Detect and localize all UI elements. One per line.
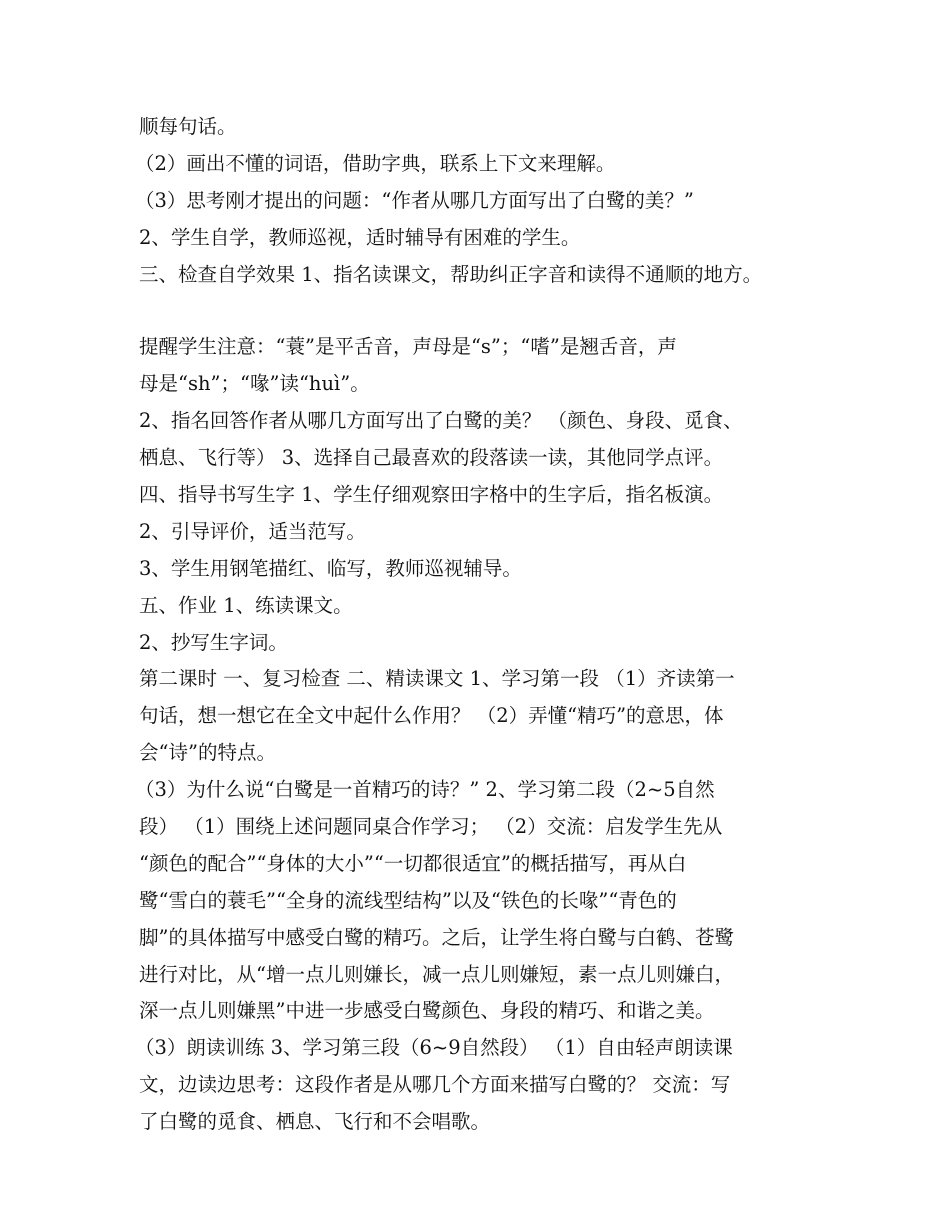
- text-line: 第二课时 一、复习检查 二、精读课文 1、学习第一段 （1）齐读第一: [139, 667, 735, 691]
- text-line: 2、引导评价，适当范写。: [139, 519, 366, 543]
- text-line: 进行对比，从“增一点儿则嫌长，减一点儿则嫌短，素一点儿则嫌白，: [139, 962, 734, 986]
- text-line: 深一点儿则嫌黑”中进一步感受白鹭颜色、身段的精巧、和谐之美。: [139, 999, 715, 1023]
- text-line: 三、检查自学效果 1、指名读课文，帮助纠正字音和读得不通顺的地方。: [139, 262, 763, 286]
- text-line: 栖息、飞行等） 3、选择自己最喜欢的段落读一读，其他同学点评。: [139, 446, 724, 470]
- document-text: [135, 109, 839, 1141]
- text-line: 句话，想一想它在全文中起什么作用？ （2）弄懂“精巧”的意思，体: [139, 704, 724, 728]
- text-line: 会“诗”的特点。: [139, 741, 276, 765]
- text-line: 母是“sh”；“喙”读“huì”。: [139, 372, 370, 396]
- text-line: 脚”的具体描写中感受白鹭的精巧。之后，让学生将白鹭与白鹤、苍鹭: [139, 925, 734, 949]
- text-line: 四、指导书写生字 1、学生仔细观察田字格中的生字后，指名板演。: [139, 483, 724, 507]
- text-line: 2、学生自学，教师巡视，适时辅导有困难的学生。: [139, 225, 581, 249]
- text-line: 3、学生用钢笔描红、临写，教师巡视辅导。: [139, 556, 522, 580]
- text-line: 提醒学生注意：“蓑”是平舌音，声母是“s”；“嗜”是翘舌音，声: [139, 335, 677, 359]
- text-line: 段） （1）围绕上述问题同桌合作学习； （2）交流：启发学生先从: [139, 815, 723, 839]
- text-line: 2、抄写生字词。: [139, 630, 288, 654]
- text-line: 顺每句话。: [139, 115, 237, 138]
- text-line: 鹭“雪白的蓑毛”“全身的流线型结构”以及“铁色的长喙”“青色的: [139, 888, 677, 912]
- text-line: （3）思考刚才提出的问题：“作者从哪几方面写出了白鹭的美？”: [135, 188, 694, 212]
- text-line: “颜色的配合”“身体的大小”“一切都很适宜”的概括描写，再从白: [139, 851, 687, 875]
- text-line: （3）为什么说“白鹭是一首精巧的诗？” 2、学习第二段（2~5自然: [135, 778, 715, 802]
- text-line: （2）画出不懂的词语，借助字典，联系上下文来理解。: [135, 151, 616, 175]
- text-line: 2、指名回答作者从哪几方面写出了白鹭的美？ （颜色、身段、觅食、: [139, 409, 743, 433]
- text-line: （3）朗读训练 3、学习第三段（6~9自然段） （1）自由轻声朗读课: [135, 1036, 733, 1060]
- text-line: 文，边读边思考：这段作者是从哪几个方面来描写白鹭的？ 交流：写: [139, 1073, 731, 1097]
- text-line: 了白鹭的觅食、栖息、飞行和不会唱歌。: [139, 1110, 491, 1134]
- text-line: 五、作业 1、练读课文。: [139, 593, 353, 617]
